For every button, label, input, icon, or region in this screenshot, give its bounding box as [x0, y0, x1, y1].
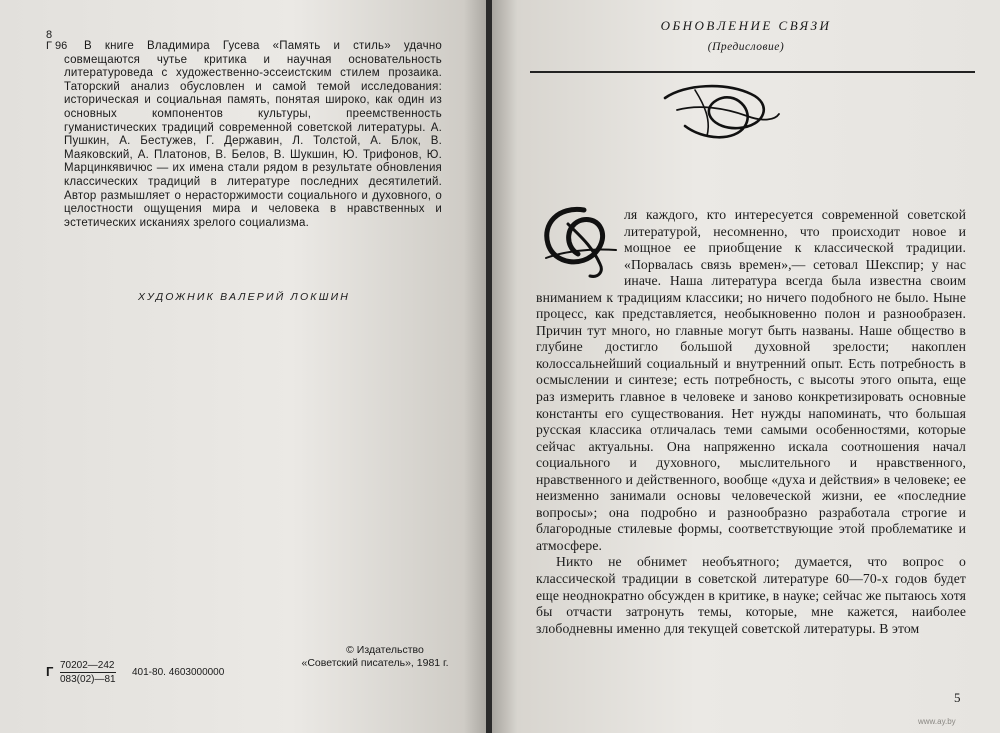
drop-cap-space: [536, 207, 624, 289]
header-rule: [530, 71, 975, 73]
preface-paragraph-1-text: ля каждого, кто интересуется современной советской литературой, несомненно, что происходит новое и мощное ее приобщение к классической традиции. «Порвалась связь времен»,— сетовал Шекспир; у нас иначе. Наша литература всегда была известна своим вниманием к традициям классики; но ничего подобного не было. Ныне процесс, как представляется, необыкновенно полон и разнообразен. Причин тут много, но главные могут быть названы. Наше общество в глубине достигло большой духовной зрелости; накоплен колоссальнейший социальный и внутренний опыт. Есть потребность в осмыслении и синтезе; есть потребность, с высоты этого опыта, еще раз измерить главное в человеке и заново конкретизировать основные константы его существования. Нет нужды напоминать, что большая русская классика отличалась теми самыми особенностями, которые сейчас актуальны. Она напряженно искала соотношения начал социального и духовного, мыслительного и нравственного, нравственного и действенного, вообще «духа и действия» в человеке; ее неизменно занимали основы человеческой жизни, ее «последние вопросы»; она подробно и разнообразно разработала строгие и благородные стилевые формы, соответствующие этой проблематике и атмосфере.: [536, 207, 966, 553]
bbk-denominator: 083(02)—81: [60, 674, 116, 685]
chapter-subtitle: (Предисловие): [707, 41, 785, 53]
bbk-letter: Г: [46, 664, 54, 679]
preface-text: [536, 207, 966, 637]
bbk-tail: 401-80. 4603000000: [132, 667, 225, 678]
artist-credit: ХУДОЖНИК ВАЛЕРИЙ ЛОКШИН: [137, 291, 351, 303]
preface-paragraph-2: Никто не обнимет необъятного; думается, что вопрос о классической традиции в советской литературе 60—70-х годов будет еще неоднократно обсужден в критике, в науке; сейчас же пытаюсь хотя бы отчасти затронуть темы, которые, мне кажется, наиболее злободневны именно для текущей советской литературы. В этом: [536, 554, 966, 636]
bbk-numerator: 70202—242: [60, 660, 115, 671]
flourish-ornament-icon: [655, 76, 785, 146]
watermark: www.ay.by: [918, 717, 956, 726]
preface-paragraph-1: [536, 207, 966, 554]
library-code-line1: 8: [46, 29, 53, 41]
chapter-title: ОБНОВЛЕНИЕ СВЯЗИ: [660, 18, 832, 33]
copyright-line2: «Советский писатель», 1981 г.: [301, 657, 449, 669]
left-page: [0, 0, 488, 733]
bbk-fraction: [60, 660, 116, 685]
book-annotation: В книге Владимира Гусева «Память и стиль» удачно совмещаются чутье критика и научная основательность литературоведа с художественно-эссеистским стилем прозаика. Таторский анализ обусловлен и самой темой исследования: историческая и социальная память, понятая широко, как один из основных компонентов культуры, преемственность гуманистических традиций современной советской литературы. А. Пушкин, А. Бестужев, Г. Державин, Л. Толстой, А. Блок, В. Маяковский, А. Платонов, В. Белов, В. Шукшин, Ю. Трифонов, Ю. Марцинкявичюс — их имена стали рядом в результате обновления классических традиций в литературе последних десятилетий. Автор размышляет о нерасторжимости социального и духовного, о целостности ощущения мира и человека в нравственных и эстетических исканиях зрелого социализма.: [64, 40, 442, 229]
library-code-line2: Г 96: [46, 40, 68, 52]
copyright-line1: © Издательство: [346, 644, 424, 656]
page-number: 5: [954, 690, 961, 705]
copyright-notice: [300, 644, 470, 670]
